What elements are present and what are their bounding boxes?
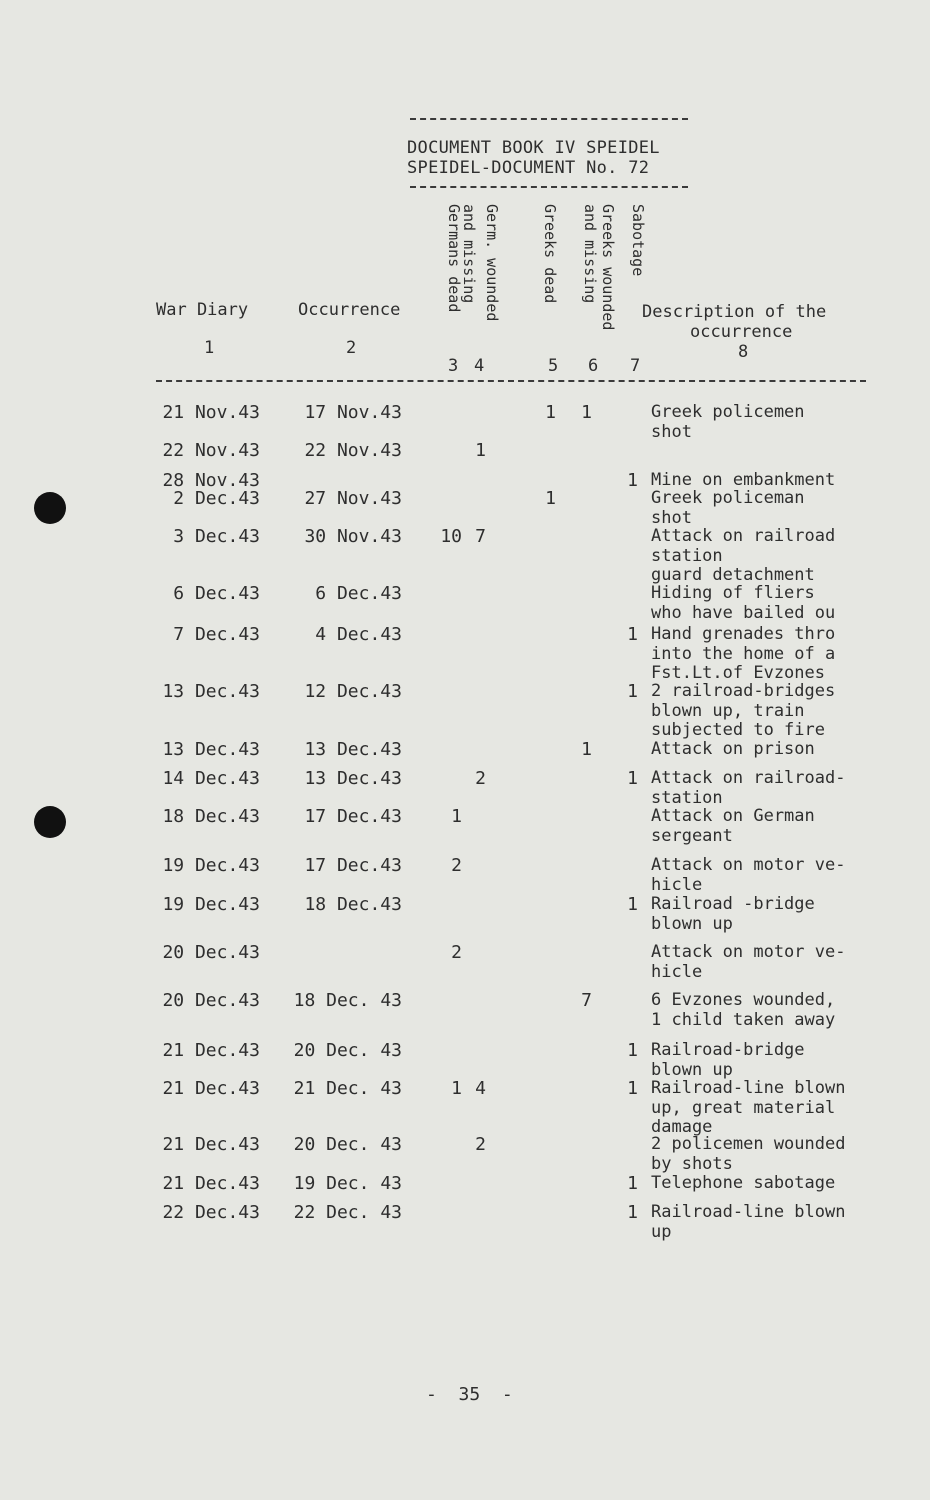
cell-occ: 17 Dec.43: [304, 855, 402, 876]
cell-occ: 12 Dec.43: [304, 681, 402, 702]
col-num-3: 3: [448, 356, 459, 376]
cell-diary: 20 Dec.43: [162, 990, 260, 1011]
cell-description: Attack on prison: [651, 740, 815, 759]
cell-c4: 2: [475, 768, 486, 789]
cell-occ: 20 Dec. 43: [293, 1134, 402, 1155]
col-greeks-wounded: Greeks wounded: [599, 204, 617, 331]
cell-diary: 22 Dec.43: [162, 1202, 260, 1223]
col-greeks-missing: and missing: [581, 204, 599, 304]
cell-description: Railroad-bridge blown up: [651, 1041, 805, 1080]
cell-occ: 4 Dec.43: [315, 624, 402, 645]
cell-c3: 2: [451, 942, 462, 963]
cell-c7: 1: [627, 624, 638, 645]
col-description-2: occurrence: [690, 322, 793, 342]
cell-c7: 1: [627, 470, 638, 491]
cell-c4: 7: [475, 526, 486, 547]
cell-diary: 20 Dec.43: [162, 942, 260, 963]
cell-occ: 6 Dec.43: [315, 583, 402, 604]
cell-c6: 1: [581, 402, 592, 423]
cell-occ: 30 Nov.43: [304, 526, 402, 547]
cell-occ: 19 Dec. 43: [293, 1173, 402, 1194]
col-germans-missing: and missing: [460, 204, 478, 304]
cell-description: Attack on motor ve- hicle: [651, 943, 846, 982]
cell-diary: 21 Dec.43: [162, 1134, 260, 1155]
cell-diary: 28 Nov.43: [162, 470, 260, 491]
cell-description: Railroad -bridge blown up: [651, 895, 815, 934]
col-sabotage: Sabotage: [629, 204, 647, 277]
cell-diary: 21 Dec.43: [162, 1078, 260, 1099]
cell-diary: 14 Dec.43: [162, 768, 260, 789]
cell-c7: 1: [627, 768, 638, 789]
col-germans-dead: Germans dead: [445, 204, 463, 313]
cell-description: 2 policemen wounded by shots: [651, 1135, 846, 1174]
cell-diary: 2 Dec.43: [173, 488, 260, 509]
cell-c4: 1: [475, 440, 486, 461]
cell-description: 6 Evzones wounded, 1 child taken away: [651, 991, 836, 1030]
cell-description: Greek policemen shot: [651, 403, 805, 442]
cell-c4: 4: [475, 1078, 486, 1099]
cell-occ: 13 Dec.43: [304, 739, 402, 760]
col-num-6: 6: [588, 356, 599, 376]
cell-diary: 13 Dec.43: [162, 739, 260, 760]
cell-c7: 1: [627, 1173, 638, 1194]
col-occurrence-num: 2: [346, 338, 357, 358]
col-occurrence: Occurrence: [298, 300, 401, 320]
cell-description: Attack on railroad- station: [651, 769, 846, 808]
col-num-4: 4: [474, 356, 485, 376]
cell-diary: 3 Dec.43: [173, 526, 260, 547]
cell-description: Attack on railroad station guard detachment: [651, 527, 836, 585]
cell-description: Hand grenades thro into the home of a Fst.Lt.of Evzones: [651, 625, 836, 683]
cell-c3: 1: [451, 806, 462, 827]
cell-occ: 18 Dec. 43: [293, 990, 402, 1011]
header-rule-bottom: [410, 186, 688, 188]
cell-description: Attack on German sergeant: [651, 807, 815, 846]
cell-description: 2 railroad-bridges blown up, train subjected to fire: [651, 682, 836, 740]
cell-diary: 19 Dec.43: [162, 894, 260, 915]
cell-occ: 17 Nov.43: [304, 402, 402, 423]
document-book-title: DOCUMENT BOOK IV SPEIDEL: [407, 138, 660, 158]
cell-occ: 21 Dec. 43: [293, 1078, 402, 1099]
cell-diary: 18 Dec.43: [162, 806, 260, 827]
cell-c7: 1: [627, 1078, 638, 1099]
cell-occ: 22 Nov.43: [304, 440, 402, 461]
table-header-rule: [156, 380, 866, 382]
col-war-diary-num: 1: [204, 338, 215, 358]
col-num-7: 7: [630, 356, 641, 376]
cell-occ: 13 Dec.43: [304, 768, 402, 789]
speidel-document-number: SPEIDEL-DOCUMENT No. 72: [407, 158, 650, 178]
punch-hole-upper: [34, 492, 66, 524]
cell-diary: 22 Nov.43: [162, 440, 260, 461]
cell-occ: 27 Nov.43: [304, 488, 402, 509]
col-description: Description of the: [642, 302, 827, 322]
cell-description: Railroad-line blown up: [651, 1203, 846, 1242]
cell-c7: 1: [627, 1202, 638, 1223]
col-num-5: 5: [548, 356, 559, 376]
cell-diary: 21 Dec.43: [162, 1173, 260, 1194]
cell-diary: 21 Nov.43: [162, 402, 260, 423]
col-num-8: 8: [738, 342, 749, 362]
cell-description: Mine on embankment: [651, 471, 836, 490]
cell-c5: 1: [545, 402, 556, 423]
cell-c7: 1: [627, 894, 638, 915]
cell-diary: 6 Dec.43: [173, 583, 260, 604]
cell-diary: 13 Dec.43: [162, 681, 260, 702]
cell-occ: 17 Dec.43: [304, 806, 402, 827]
cell-description: Attack on motor ve- hicle: [651, 856, 846, 895]
cell-c7: 1: [627, 1040, 638, 1061]
cell-description: Hiding of fliers who have bailed ou: [651, 584, 836, 623]
cell-diary: 19 Dec.43: [162, 855, 260, 876]
cell-description: Railroad-line blown up, great material damage: [651, 1079, 846, 1137]
cell-c5: 1: [545, 488, 556, 509]
cell-diary: 7 Dec.43: [173, 624, 260, 645]
col-germ-wounded: Germ. wounded: [483, 204, 501, 322]
cell-c4: 2: [475, 1134, 486, 1155]
cell-c3: 10: [440, 526, 462, 547]
cell-occ: 18 Dec.43: [304, 894, 402, 915]
cell-diary: 21 Dec.43: [162, 1040, 260, 1061]
page-number: - 35 -: [426, 1384, 513, 1405]
header-rule-top: [410, 118, 688, 120]
cell-c6: 7: [581, 990, 592, 1011]
punch-hole-lower: [34, 806, 66, 838]
cell-c3: 1: [451, 1078, 462, 1099]
cell-occ: 22 Dec. 43: [293, 1202, 402, 1223]
col-greeks-dead: Greeks dead: [541, 204, 559, 304]
col-war-diary: War Diary: [156, 300, 249, 320]
cell-occ: 20 Dec. 43: [293, 1040, 402, 1061]
cell-c6: 1: [581, 739, 592, 760]
cell-c7: 1: [627, 681, 638, 702]
cell-description: Greek policeman shot: [651, 489, 805, 528]
cell-c3: 2: [451, 855, 462, 876]
cell-description: Telephone sabotage: [651, 1174, 836, 1193]
